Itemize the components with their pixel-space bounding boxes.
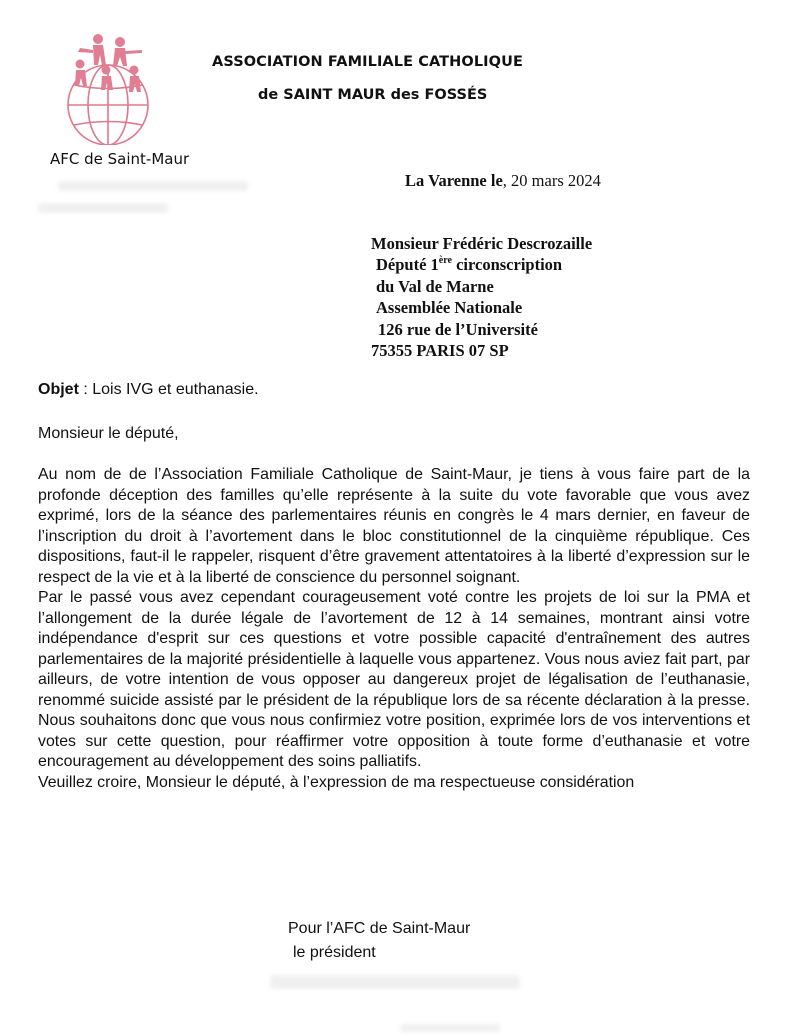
recipient-title-post: circonscription [451,255,563,274]
recipient-line6: 75355 PARIS 07 SP [371,341,509,360]
redacted-address-line-1 [58,181,248,191]
globe-family-logo [60,30,160,145]
paragraph-3: Veuillez croire, Monsieur le député, à l’expression de ma respectueuse considération [38,773,635,791]
sender-name: AFC de Saint-Maur [50,150,190,168]
date-value: , 20 mars 2024 [502,171,601,190]
letter-body [38,465,750,793]
subject-label: Objet [38,381,79,398]
redacted-address-line-2 [38,203,168,213]
subject-line [38,381,259,399]
subject-text: : Lois IVG et euthanasie. [78,381,259,398]
recipient-line5: 126 rue de l’Université [378,320,538,339]
recipient-line3: du Val de Marne [376,277,494,296]
association-subtitle: de SAINT MAUR des FOSSÉS [258,87,488,103]
recipient-title [376,255,562,275]
signature-organization: Pour l’AFC de Saint-Maur [288,920,471,937]
salutation: Monsieur le député, [38,425,179,442]
recipient-title-sup: ère [438,255,452,266]
association-title: ASSOCIATION FAMILIALE CATHOLIQUE [212,54,523,70]
redacted-signature [270,975,520,989]
date-place: La Varenne le [405,171,503,190]
redacted-signature-tail [400,1024,500,1032]
paragraph-2: Par le passé vous avez cependant courageusement voté contre les projets de loi sur la PMA et l’allongement de la durée légale de l’avortement de 12 à 14 semaines, montrant ainsi votre indépendance d'esprit sur ces questions et votre possible capacité d'entraînement des autres parlementaires de la majorité présidentielle à laquelle vous appartenez. Vous nous aviez fait part, par ailleurs, de votre intention de vous opposer au dangereux projet de légalisation de l’euthanasie, renommé suicide assisté par le président de la république lors de sa récente déclaration à la presse. Nous souhaitons donc que vous nous confirmiez votre position, exprimée lors de vos interventions et votes sur cette question, pour réaffirmer votre opposition à toute forme d’euthanasie et votre encouragement au développement des soins palliatifs. [38,589,750,770]
letter-date [405,171,601,191]
recipient-line4: Assemblée Nationale [376,298,523,317]
paragraph-1: Au nom de de l’Association Familiale Catholique de Saint-Maur, je tiens à vous faire part de la profonde déception des familles qu’elle représente à la suite du vote favorable que vous avez exprimé, lors de la séance des parlementaires réunis en congrès le 4 mars dernier, en faveur de l’inscription du droit à l’avortement dans le bloc constitutionnel de la cinquième république. Ces dispositions, faut-il le rappeler, risquent d’être gravement attentatoires à la liberté d’expression sur le respect de la vie et à la liberté de conscience du personnel soignant. [38,466,750,586]
signature-role: le président [293,944,376,961]
recipient-title-pre: Député 1 [376,255,439,274]
recipient-name: Monsieur Frédéric Descrozaille [371,234,593,253]
